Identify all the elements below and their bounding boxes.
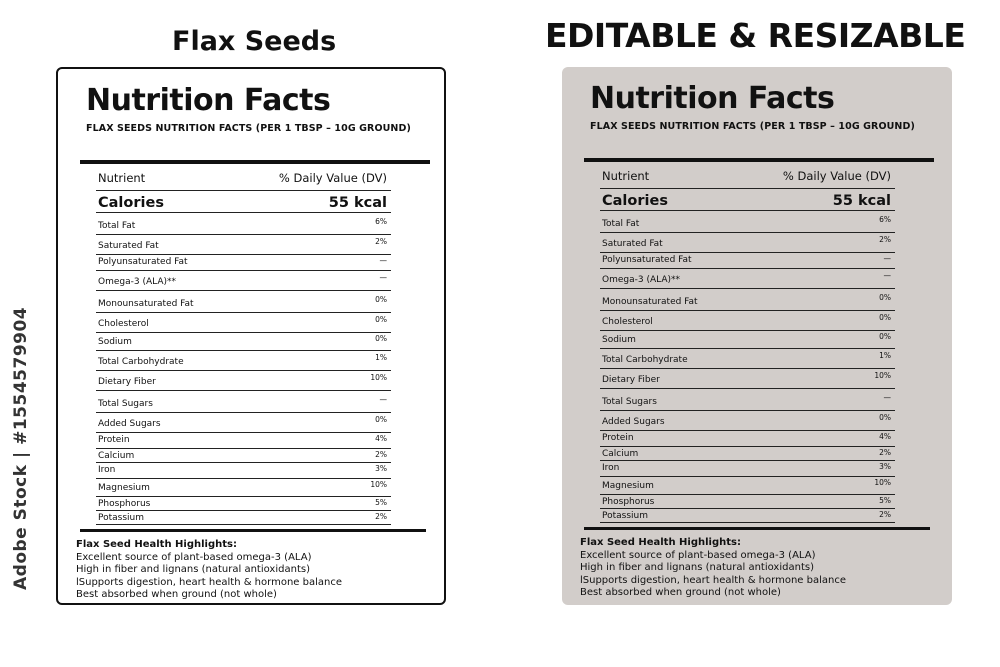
nutrient-daily-value: 2% <box>375 237 387 246</box>
nutrient-daily-value: 0% <box>879 293 891 302</box>
nutrient-daily-value: 1% <box>375 353 387 362</box>
highlights-title: Flax Seed Health Highlights: <box>76 539 237 550</box>
nutrient-row <box>600 495 895 509</box>
nutrient-name: Omega-3 (ALA)** <box>602 275 681 285</box>
highlight-line: High in fiber and lignans (natural antioxidants) <box>580 562 814 573</box>
nutrient-name: Protein <box>98 435 130 445</box>
nutrient-row <box>96 479 391 497</box>
nutrient-name: Magnesium <box>602 481 654 491</box>
highlight-line: Best absorbed when ground (not whole) <box>580 587 781 598</box>
daily-value-column-header: % Daily Value (DV) <box>278 171 387 185</box>
nutrient-row <box>600 229 895 253</box>
nutrient-row <box>96 413 391 433</box>
nutrient-row <box>600 269 895 289</box>
nutrient-daily-value: 5% <box>375 498 387 507</box>
nutrient-daily-value: 10% <box>370 373 387 382</box>
nutrient-daily-value: 3% <box>879 462 891 471</box>
nutrient-name: Saturated Fat <box>602 239 663 249</box>
thick-divider-top <box>584 158 934 162</box>
nutrient-row <box>96 351 391 371</box>
health-highlights <box>76 539 342 602</box>
nutrient-row <box>96 511 391 525</box>
nutrient-name: Phosphorus <box>98 499 151 509</box>
calories-label: Calories <box>98 195 164 211</box>
nutrient-name: Added Sugars <box>602 417 665 427</box>
nutrient-name: Dietary Fiber <box>602 375 660 385</box>
nutrient-name: Monounsaturated Fat <box>602 297 698 307</box>
thick-divider-top <box>80 160 430 164</box>
nutrient-name: Total Fat <box>98 221 136 231</box>
nutrient-daily-value: 0% <box>879 332 891 341</box>
nutrient-daily-value: 0% <box>375 295 387 304</box>
calories-label: Calories <box>602 193 668 209</box>
nutrient-name: Iron <box>98 465 116 475</box>
calories-row <box>600 189 895 211</box>
nutrient-row <box>600 461 895 477</box>
nutrient-daily-value: 6% <box>879 215 891 224</box>
nutrient-daily-value: 3% <box>375 464 387 473</box>
nutrient-name: Total Carbohydrate <box>602 355 688 365</box>
nutrient-name: Total Fat <box>602 219 640 229</box>
nutrient-daily-value: 1% <box>879 351 891 360</box>
calories-value: 55 kcal <box>328 195 387 211</box>
nutrient-name: Total Carbohydrate <box>98 357 184 367</box>
health-highlights <box>580 537 846 600</box>
nutrient-daily-value: — <box>379 273 387 282</box>
nutrient-daily-value: 2% <box>375 512 387 521</box>
nutrient-row <box>96 433 391 449</box>
thick-divider-bottom <box>80 529 426 532</box>
nutrient-daily-value: 2% <box>375 450 387 459</box>
nutrient-daily-value: — <box>883 254 891 263</box>
flax-seeds-heading: Flax Seeds <box>172 26 337 57</box>
nutrient-daily-value: — <box>379 395 387 404</box>
highlight-line: lSupports digestion, heart health & hormone balance <box>580 574 846 586</box>
nutrient-daily-value: 0% <box>879 313 891 322</box>
nutrient-row <box>96 231 391 255</box>
nutrient-daily-value: 10% <box>874 371 891 380</box>
nutrient-name: Omega-3 (ALA)** <box>98 277 177 287</box>
nutrient-name: Potassium <box>602 511 649 521</box>
thick-divider-bottom <box>584 527 930 530</box>
nutrient-name: Sodium <box>602 335 636 345</box>
nutrient-name: Calcium <box>602 449 639 459</box>
nutrient-table <box>96 165 391 525</box>
daily-value-column-header: % Daily Value (DV) <box>782 169 891 183</box>
nutrient-row <box>600 477 895 495</box>
nutrient-name: Total Sugars <box>602 397 657 407</box>
nutrient-daily-value: 10% <box>874 478 891 487</box>
nutrient-daily-value: 6% <box>375 217 387 226</box>
nutrient-name: Cholesterol <box>602 317 653 327</box>
nutrient-name: Cholesterol <box>98 319 149 329</box>
nutrient-daily-value: 4% <box>375 434 387 443</box>
nutrition-facts-title: Nutrition Facts <box>590 81 835 116</box>
nutrient-name: Protein <box>602 433 634 443</box>
table-header-row <box>96 165 391 191</box>
nutrient-row <box>96 463 391 479</box>
nutrient-row <box>600 369 895 389</box>
nutrient-row <box>600 253 895 269</box>
nutrient-daily-value: 10% <box>370 480 387 489</box>
nutrient-row <box>96 333 391 351</box>
nutrient-row <box>96 371 391 391</box>
nutrition-facts-title: Nutrition Facts <box>86 83 331 118</box>
nutrition-label-white <box>56 67 446 605</box>
highlight-line: lSupports digestion, heart health & hormone balance <box>76 576 342 588</box>
nutrient-daily-value: 2% <box>879 448 891 457</box>
nutrient-name: Polyunsaturated Fat <box>98 257 188 267</box>
nutrient-row <box>96 449 391 463</box>
nutrient-daily-value: 0% <box>375 334 387 343</box>
editable-resizable-heading: EDITABLE & RESIZABLE <box>545 16 966 55</box>
nutrient-row <box>600 349 895 369</box>
nutrient-name: Potassium <box>98 513 145 523</box>
nutrient-daily-value: 2% <box>879 510 891 519</box>
nutrient-column-header: Nutrient <box>602 169 650 183</box>
stock-id-watermark: Adobe Stock | #1554579904 <box>11 306 31 590</box>
nutrient-row <box>96 271 391 291</box>
nutrient-daily-value: — <box>883 393 891 402</box>
nutrient-daily-value: 0% <box>375 315 387 324</box>
nutrient-name: Added Sugars <box>98 419 161 429</box>
highlight-line: Excellent source of plant-based omega-3 (ALA) <box>580 549 816 561</box>
nutrient-daily-value: 4% <box>879 432 891 441</box>
nutrient-name: Total Sugars <box>98 399 153 409</box>
highlights-title: Flax Seed Health Highlights: <box>580 537 741 548</box>
nutrient-daily-value: 0% <box>375 415 387 424</box>
nutrient-row <box>96 313 391 333</box>
nutrient-daily-value: 5% <box>879 496 891 505</box>
nutrient-name: Calcium <box>98 451 135 461</box>
nutrient-daily-value: 0% <box>879 413 891 422</box>
nutrient-row <box>96 497 391 511</box>
nutrient-name: Iron <box>602 463 620 473</box>
nutrient-name: Sodium <box>98 337 132 347</box>
nutrient-row <box>600 411 895 431</box>
nutrition-label-gray <box>562 67 952 605</box>
nutrient-daily-value: 2% <box>879 235 891 244</box>
nutrient-row <box>96 255 391 271</box>
highlight-line: High in fiber and lignans (natural antioxidants) <box>76 564 310 575</box>
nutrient-name: Magnesium <box>98 483 150 493</box>
nutrient-row <box>600 389 895 411</box>
serving-subtitle: FLAX SEEDS NUTRITION FACTS (PER 1 TBSP – 10G GROUND) <box>590 121 915 132</box>
nutrient-table <box>600 163 895 523</box>
highlight-line: Excellent source of plant-based omega-3 (ALA) <box>76 551 312 563</box>
calories-row <box>96 191 391 213</box>
nutrient-daily-value: — <box>379 256 387 265</box>
nutrient-name: Polyunsaturated Fat <box>602 255 692 265</box>
table-header-row <box>600 163 895 189</box>
nutrient-row <box>96 291 391 313</box>
nutrient-name: Phosphorus <box>602 497 655 507</box>
nutrient-row <box>600 331 895 349</box>
nutrient-name: Saturated Fat <box>98 241 159 251</box>
nutrient-row <box>600 431 895 447</box>
nutrient-name: Monounsaturated Fat <box>98 299 194 309</box>
nutrient-column-header: Nutrient <box>98 171 146 185</box>
nutrient-daily-value: — <box>883 271 891 280</box>
nutrient-row <box>600 311 895 331</box>
nutrient-row <box>600 509 895 523</box>
highlight-line: Best absorbed when ground (not whole) <box>76 589 277 600</box>
nutrient-row <box>96 391 391 413</box>
calories-value: 55 kcal <box>832 193 891 209</box>
nutrient-name: Dietary Fiber <box>98 377 156 387</box>
nutrient-row <box>600 289 895 311</box>
nutrient-row <box>600 447 895 461</box>
serving-subtitle: FLAX SEEDS NUTRITION FACTS (PER 1 TBSP – 10G GROUND) <box>86 123 411 134</box>
